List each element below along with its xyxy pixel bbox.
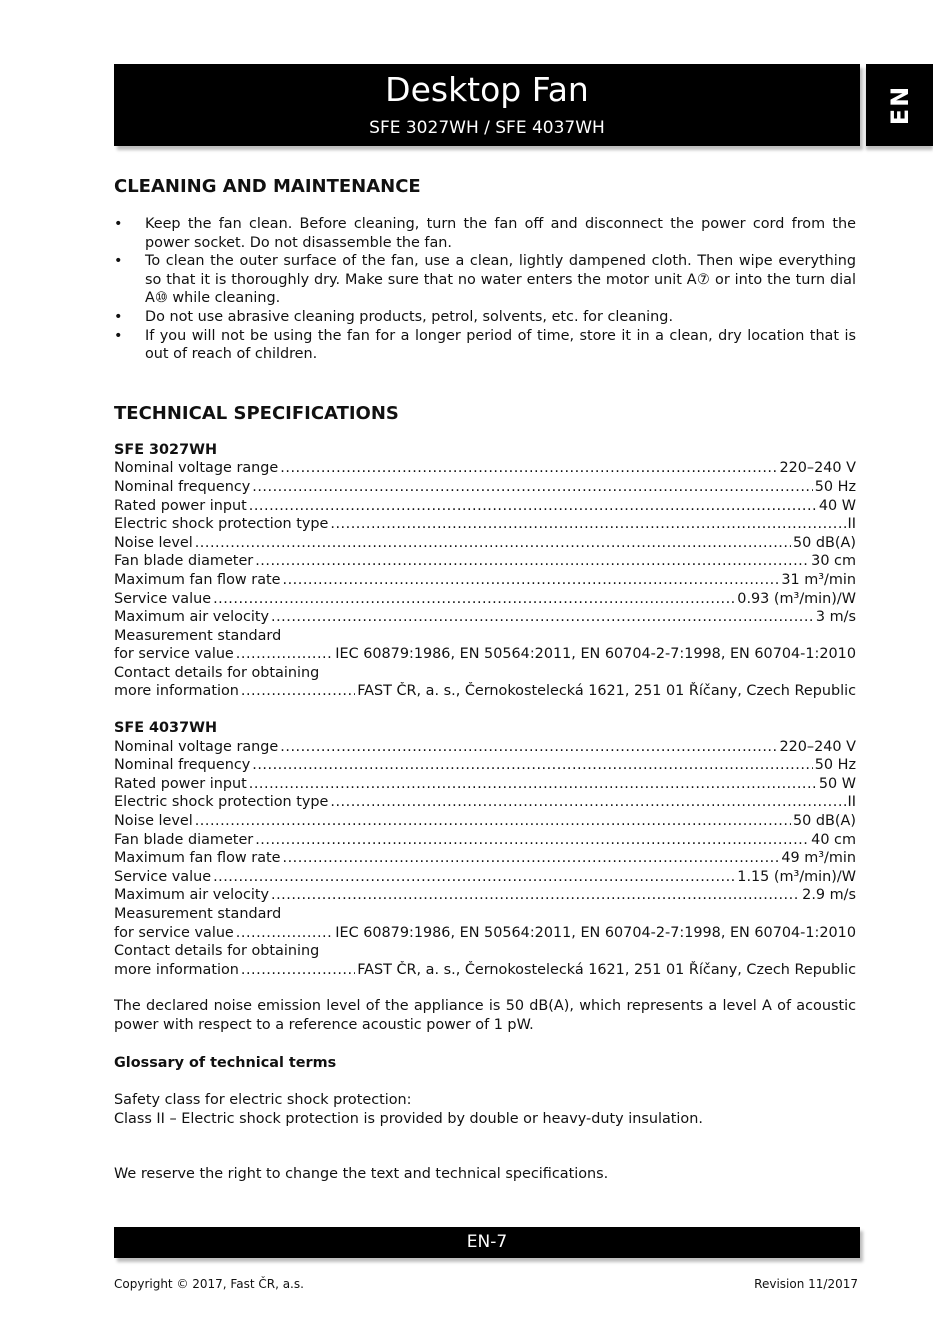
spec-value: 50 dB(A) bbox=[793, 813, 856, 830]
spec-row bbox=[114, 868, 856, 887]
model-title: SFE 3027WH bbox=[114, 441, 218, 458]
spec-value: 49 m³/min bbox=[781, 850, 856, 867]
cleaning-heading: CLEANING AND MAINTENANCE bbox=[114, 176, 421, 197]
spec-row bbox=[114, 886, 856, 905]
spec-value: 0.93 (m³/min)/W bbox=[737, 590, 856, 607]
spec-value: II bbox=[847, 516, 856, 533]
spec-value: IEC 60879:1986, EN 50564:2011, EN 60704-2-7:1998, EN 60704-1:2010 bbox=[335, 646, 856, 663]
spec-label: Nominal frequency bbox=[114, 478, 251, 495]
language-tab bbox=[866, 64, 933, 146]
noise-note: The declared noise emission level of the appliance is 50 dB(A), which represents a level A of acoustic power with respect to a reference acoustic power of 1 pW. bbox=[114, 998, 856, 1033]
spec-label: Contact details for obtaining bbox=[114, 664, 320, 681]
model-title: SFE 4037WH bbox=[114, 720, 218, 737]
document-header bbox=[114, 64, 860, 146]
copyright: Copyright © 2017, Fast ČR, a.s. bbox=[114, 1277, 304, 1291]
spec-label: Maximum fan flow rate bbox=[114, 571, 281, 588]
spec-value: 220–240 V bbox=[779, 460, 856, 477]
spec-row bbox=[114, 738, 856, 757]
spec-row bbox=[114, 478, 856, 497]
spec-value: 3 m/s bbox=[815, 609, 856, 626]
page-number: EN-7 bbox=[466, 1232, 508, 1252]
spec-value: 50 dB(A) bbox=[793, 534, 856, 551]
spec-row bbox=[114, 645, 856, 664]
spec-value: 40 cm bbox=[811, 831, 856, 848]
spec-label: Rated power input bbox=[114, 497, 247, 514]
spec-value: 1.15 (m³/min)/W bbox=[737, 868, 856, 885]
page-content bbox=[114, 176, 856, 1184]
spec-label: Nominal frequency bbox=[114, 757, 251, 774]
spec-label: Measurement standard bbox=[114, 627, 282, 644]
spec-label: Noise level bbox=[114, 534, 193, 551]
spec-row bbox=[114, 515, 856, 534]
language-code: EN bbox=[885, 84, 914, 126]
spec-row bbox=[114, 590, 856, 609]
spec-value: FAST ČR, a. s., Černokostelecká 1621, 251 01 Říčany, Czech Republic bbox=[357, 683, 856, 700]
spec-row bbox=[114, 961, 856, 980]
spec-label: Maximum fan flow rate bbox=[114, 850, 281, 867]
list-item: • If you will not be using the fan for a longer period of time, store it in a clean, dry location that is out of reach of children. bbox=[114, 327, 856, 364]
spec-row bbox=[114, 812, 856, 831]
spec-row bbox=[114, 756, 856, 775]
spec-row bbox=[114, 497, 856, 516]
spec-row bbox=[114, 459, 856, 478]
specs-heading: TECHNICAL SPECIFICATIONS bbox=[114, 402, 399, 424]
glossary-heading: Glossary of technical terms bbox=[114, 1054, 337, 1071]
spec-value: 50 W bbox=[818, 775, 856, 792]
spec-row bbox=[114, 534, 856, 553]
spec-row bbox=[114, 831, 856, 850]
spec-value: 2.9 m/s bbox=[802, 887, 856, 904]
spec-value: 50 Hz bbox=[814, 757, 856, 774]
spec-label: for service value bbox=[114, 646, 234, 663]
spec-value: IEC 60879:1986, EN 50564:2011, EN 60704-2-7:1998, EN 60704-1:2010 bbox=[335, 924, 856, 941]
spec-value: 31 m³/min bbox=[781, 571, 856, 588]
revision: Revision 11/2017 bbox=[754, 1277, 858, 1291]
list-item: • Do not use abrasive cleaning products, petrol, solvents, etc. for cleaning. bbox=[114, 308, 856, 327]
spec-label: Contact details for obtaining bbox=[114, 943, 320, 960]
spec-label: Maximum air velocity bbox=[114, 887, 270, 904]
spec-value: II bbox=[847, 794, 856, 811]
spec-row bbox=[114, 682, 856, 701]
spec-row bbox=[114, 775, 856, 794]
spec-label: Maximum air velocity bbox=[114, 609, 270, 626]
spec-row bbox=[114, 793, 856, 812]
spec-label: more information bbox=[114, 683, 239, 700]
spec-label: Noise level bbox=[114, 813, 193, 830]
spec-value: 40 W bbox=[818, 497, 856, 514]
spec-label: Service value bbox=[114, 590, 212, 607]
model-numbers: SFE 3027WH / SFE 4037WH bbox=[369, 118, 605, 138]
list-item: • Keep the fan clean. Before cleaning, turn the fan off and disconnect the power cord from the power socket. Do not disassemble the fan. bbox=[114, 215, 856, 252]
spec-label: Fan blade diameter bbox=[114, 553, 254, 570]
list-item: • To clean the outer surface of the fan, use a clean, lightly dampened cloth. Then wipe everything so that it is thoroughly dry. Make sure that no water enters the motor unit A⑦ or into the turn dial A⑩ while cleaning. bbox=[114, 252, 856, 308]
spec-label: Nominal voltage range bbox=[114, 738, 279, 755]
reserve-note: We reserve the right to change the text and technical specifications. bbox=[114, 1166, 609, 1183]
spec-label: Electric shock protection type bbox=[114, 794, 329, 811]
spec-value: 30 cm bbox=[811, 553, 856, 570]
spec-block-sfe4037wh bbox=[114, 719, 856, 979]
spec-row bbox=[114, 552, 856, 571]
glossary-line: Class II – Electric shock protection is provided by double or heavy-duty insulation. bbox=[114, 1110, 703, 1127]
document-title: Desktop Fan bbox=[385, 70, 589, 109]
spec-value: 220–240 V bbox=[779, 738, 856, 755]
spec-label: Measurement standard bbox=[114, 906, 282, 922]
cleaning-list bbox=[114, 215, 856, 364]
spec-value: FAST ČR, a. s., Černokostelecká 1621, 251 01 Říčany, Czech Republic bbox=[357, 961, 856, 978]
spec-label: Rated power input bbox=[114, 775, 247, 792]
spec-block-sfe3027wh bbox=[114, 441, 856, 701]
spec-row bbox=[114, 924, 856, 943]
spec-row bbox=[114, 571, 856, 590]
spec-row bbox=[114, 608, 856, 627]
spec-label: Fan blade diameter bbox=[114, 831, 254, 848]
glossary-line: Safety class for electric shock protection: bbox=[114, 1092, 412, 1109]
spec-label: for service value bbox=[114, 924, 234, 941]
spec-value: 50 Hz bbox=[814, 478, 856, 495]
spec-row bbox=[114, 849, 856, 868]
page-number-bar bbox=[114, 1227, 860, 1258]
spec-label: Service value bbox=[114, 868, 212, 885]
spec-label: Electric shock protection type bbox=[114, 516, 329, 533]
spec-label: more information bbox=[114, 961, 239, 978]
spec-label: Nominal voltage range bbox=[114, 460, 279, 477]
